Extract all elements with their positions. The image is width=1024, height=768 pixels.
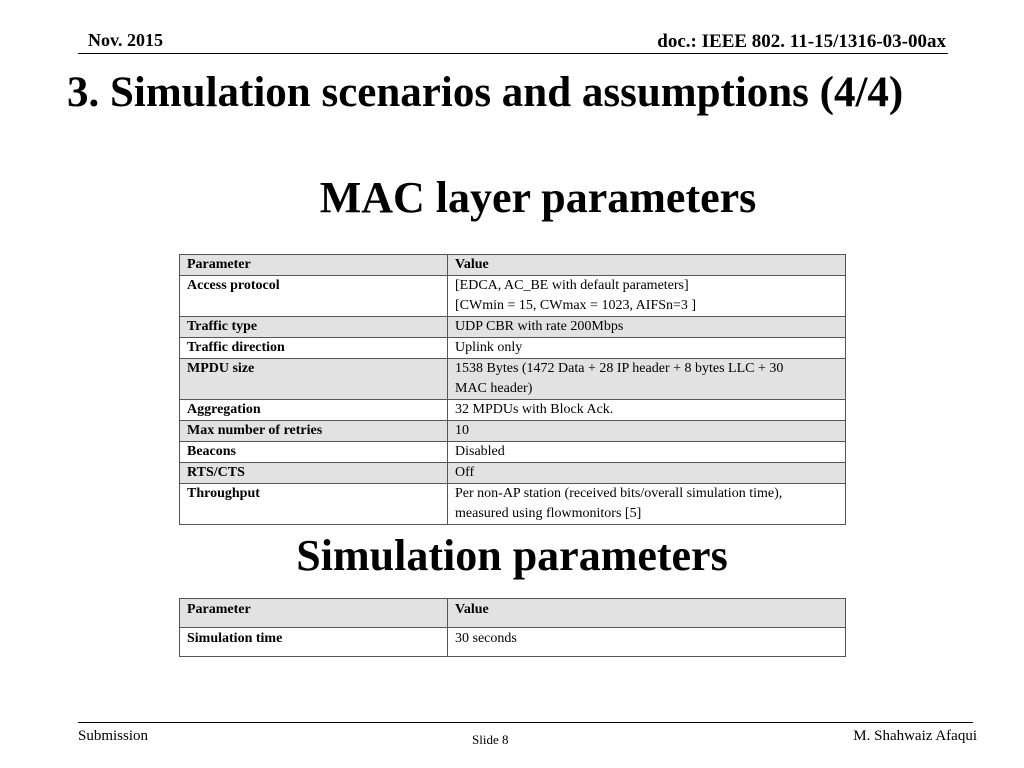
table-row: [180, 421, 846, 442]
table-header-row: [180, 255, 846, 276]
value-line: Uplink only: [455, 340, 523, 355]
value-line: MAC header): [455, 381, 533, 396]
header-divider: [78, 53, 948, 54]
sim-table-body: [180, 599, 846, 657]
value-line: 32 MPDUs with Block Ack.: [455, 402, 614, 417]
table-row: [180, 400, 846, 421]
value-cell: [448, 276, 846, 317]
table-row: [180, 338, 846, 359]
slide-number: Slide 8: [472, 732, 509, 747]
table-header-row: [180, 599, 846, 628]
table-row: [180, 463, 846, 484]
parameter-cell: Traffic type: [180, 317, 448, 338]
table-row: [180, 276, 846, 317]
value-line: [CWmin = 15, CWmax = 1023, AIFSn=3 ]: [455, 298, 697, 313]
parameter-cell: RTS/CTS: [180, 463, 448, 484]
mac-table-body: [180, 255, 846, 525]
value-cell: [448, 317, 846, 338]
value-line: Disabled: [455, 444, 505, 459]
value-cell: [448, 359, 846, 400]
value-line: Per non-AP station (received bits/overall simulation time),: [455, 486, 783, 501]
value-line: Off: [455, 465, 475, 480]
column-header: Parameter: [180, 599, 448, 628]
column-header: Parameter: [180, 255, 448, 276]
simulation-parameters-table: [179, 598, 846, 657]
sim-section-heading: Simulation parameters: [296, 531, 728, 580]
value-line: UDP CBR with rate 200Mbps: [455, 319, 624, 334]
value-line: 10: [455, 423, 469, 438]
table-row: [180, 317, 846, 338]
value-line: measured using flowmonitors [5]: [455, 506, 642, 521]
value-cell: [448, 338, 846, 359]
parameter-cell: Simulation time: [180, 628, 448, 657]
value-line: [EDCA, AC_BE with default parameters]: [455, 278, 689, 293]
parameter-cell: Beacons: [180, 442, 448, 463]
value-cell: [448, 400, 846, 421]
parameter-cell: MPDU size: [180, 359, 448, 400]
header-doc-id: doc.: IEEE 802. 11-15/1316-03-00ax: [657, 31, 946, 52]
mac-section-heading: MAC layer parameters: [319, 173, 757, 222]
header-date: Nov. 2015: [88, 30, 164, 50]
value-cell: [448, 442, 846, 463]
table-row: [180, 359, 846, 400]
value-line: 30 seconds: [455, 631, 517, 646]
column-header: Value: [448, 599, 846, 628]
mac-parameters-table: [179, 254, 846, 525]
column-header: Value: [448, 255, 846, 276]
slide-title: 3. Simulation scenarios and assumptions (4/4): [67, 69, 904, 116]
parameter-cell: Aggregation: [180, 400, 448, 421]
table-row: [180, 442, 846, 463]
value-cell: [448, 484, 846, 525]
value-cell: [448, 628, 846, 657]
footer-author: M. Shahwaiz Afaqui: [853, 728, 977, 744]
parameter-cell: Throughput: [180, 484, 448, 525]
table-row: [180, 628, 846, 657]
value-cell: [448, 421, 846, 442]
footer-divider: [78, 722, 973, 723]
parameter-cell: Max number of retries: [180, 421, 448, 442]
parameter-cell: Traffic direction: [180, 338, 448, 359]
table-row: [180, 484, 846, 525]
value-cell: [448, 463, 846, 484]
parameter-cell: Access protocol: [180, 276, 448, 317]
value-line: 1538 Bytes (1472 Data + 28 IP header + 8 bytes LLC + 30: [455, 361, 784, 376]
footer-submission: Submission: [78, 728, 149, 744]
